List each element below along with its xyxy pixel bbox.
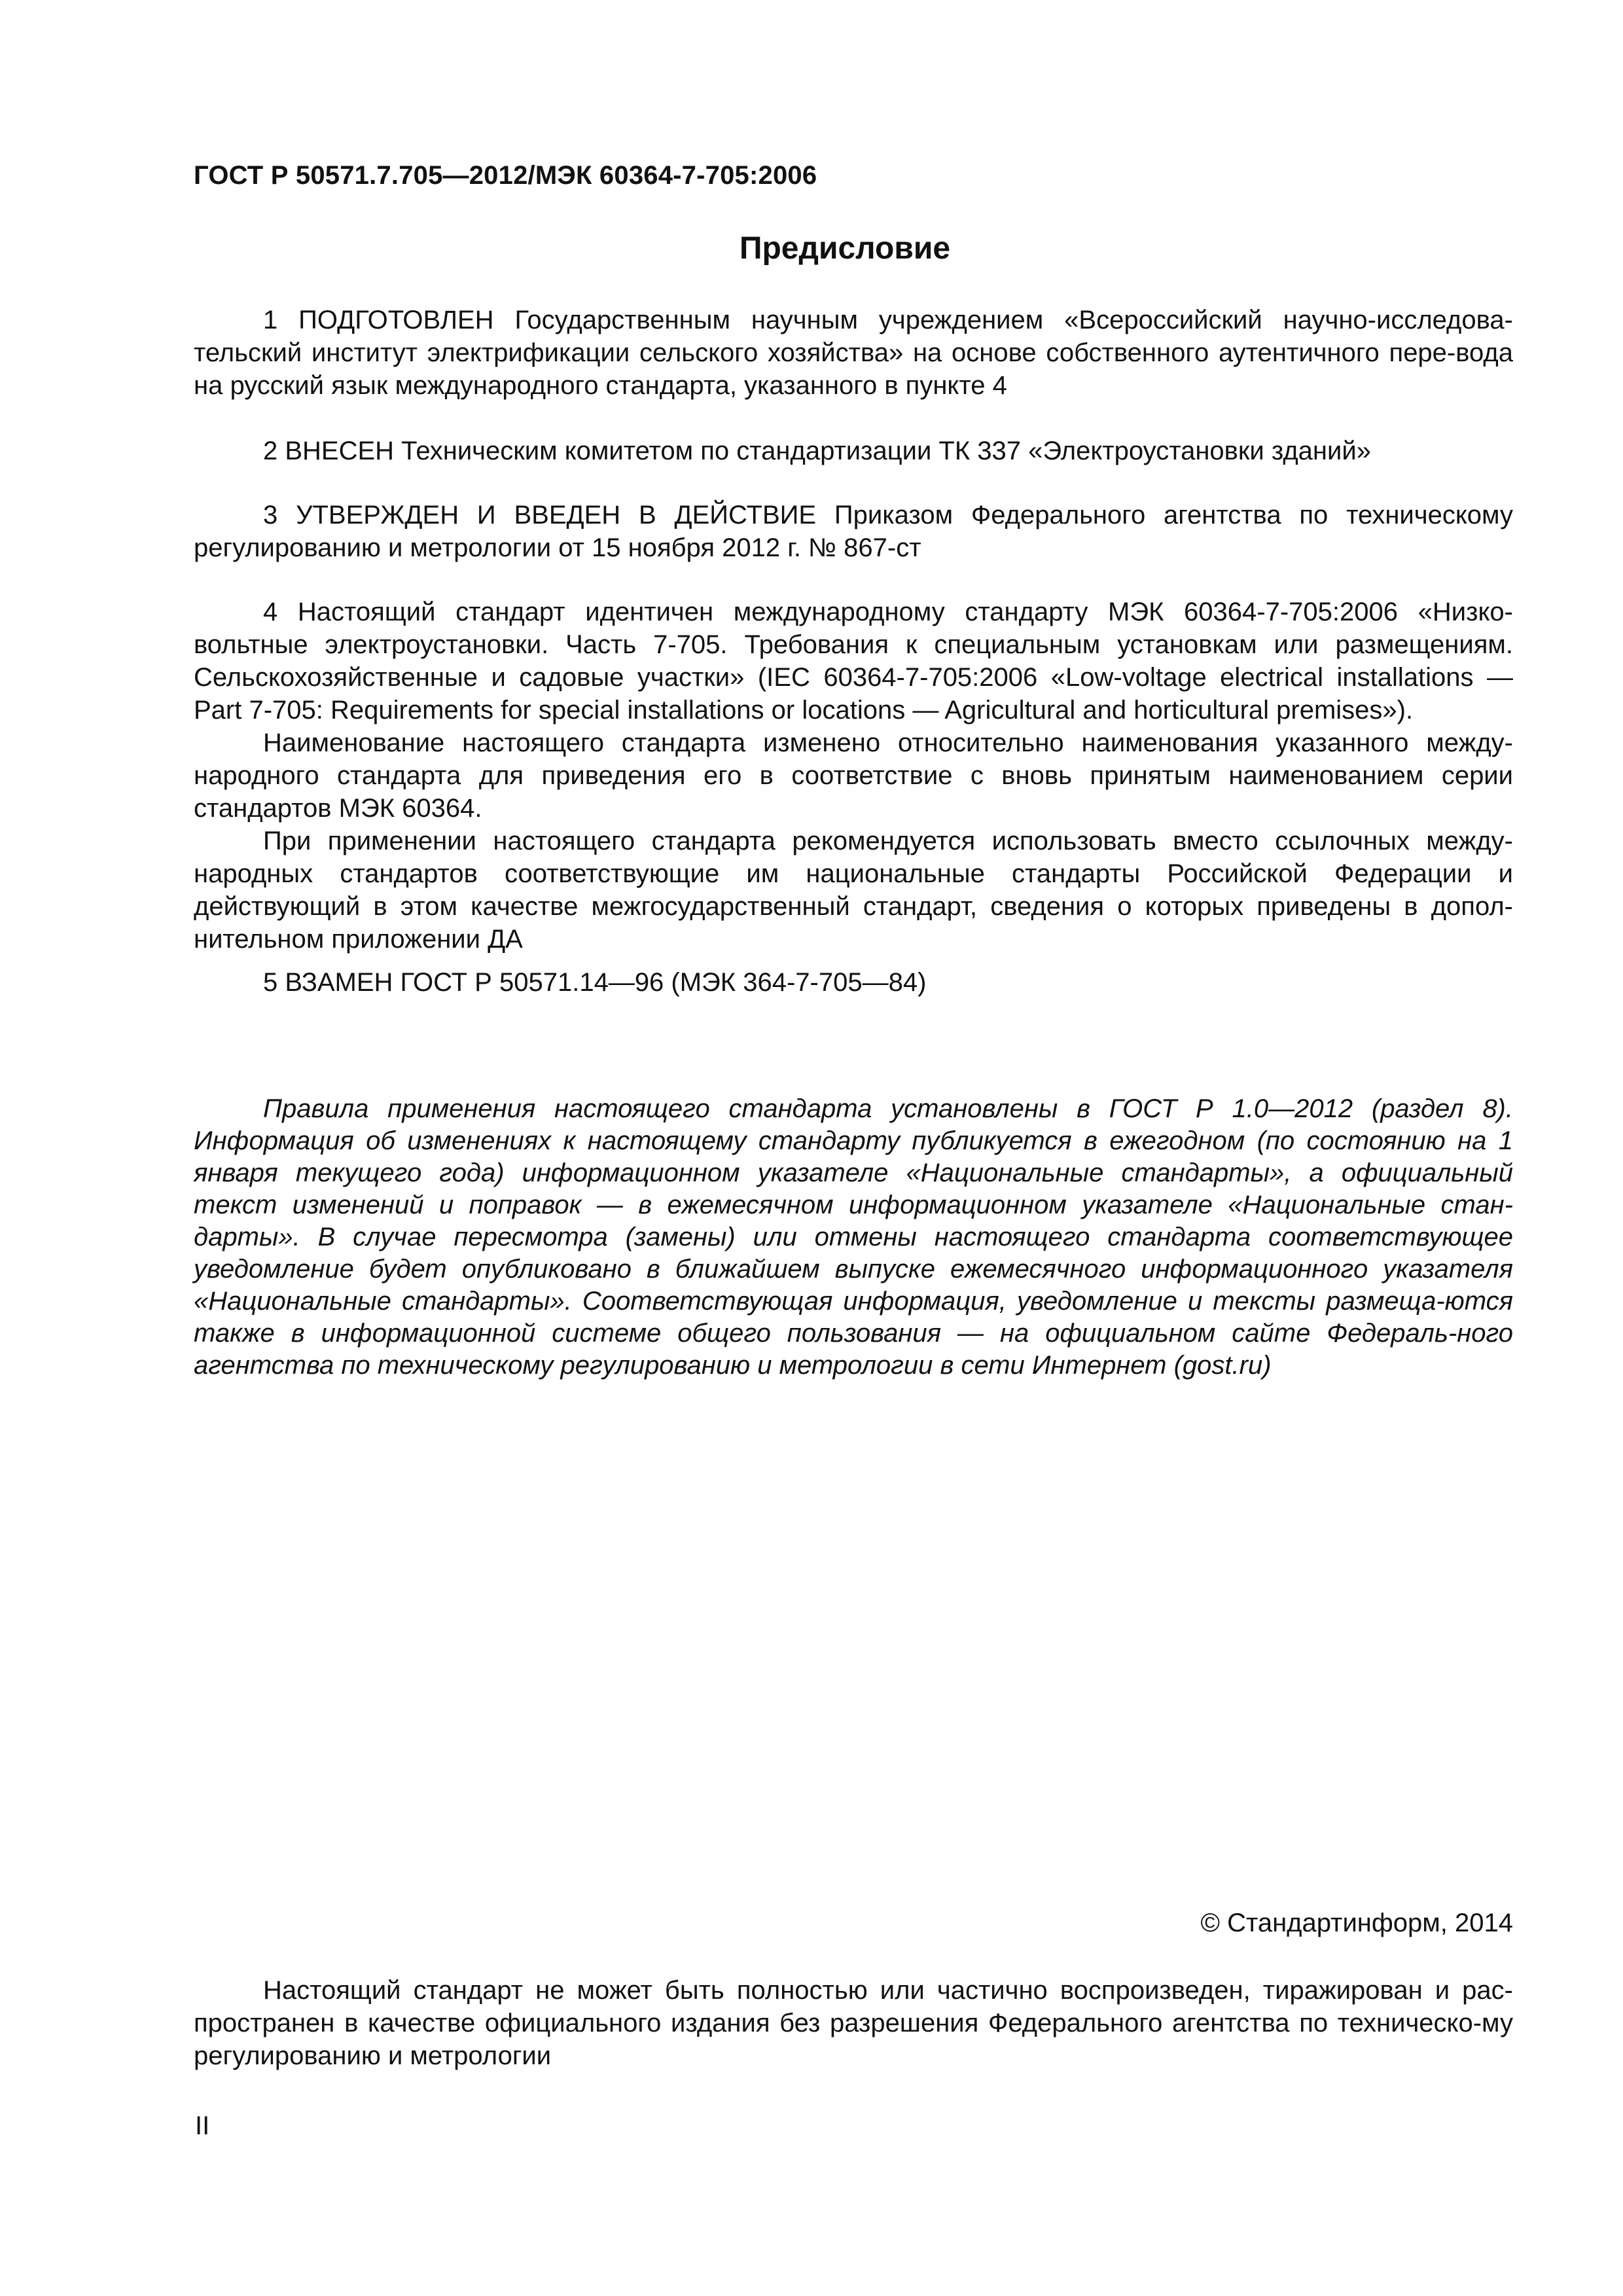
standard-code-header: ГОСТ Р 50571.7.705—2012/МЭК 60364-7-705:2006 [194,161,817,190]
reproduction-notice [194,1974,1513,2072]
foreword-item-4-paragraph-1: 4 Настоящий стандарт идентичен международному стандарту МЭК 60364-7-705:2006 «Низко-вольтные электроустановки. Часть 7-705. Требования к специальным установкам или размещениям. Сельскохозяйственные и садовые участки» (IEC 60364-7-705:2006 «Low-voltage electrical installations — Part 7-705: Requirements for special installations or locations — Agricultural and horticultural premises»). [194,598,1513,725]
foreword-item-4-paragraph-2: Наименование настоящего стандарта изменено относительно наименования указанного между-народного стандарта для приведения его в соответствие с вновь принятым наименованием серии стандартов МЭК 60364. [194,728,1513,823]
reproduction-notice-text: Настоящий стандарт не может быть полностью или частично воспроизведен, тиражирован и рас-пространен в качестве официального издания без разрешения Федерального агентства по техническо-му регулированию и метрологии [194,1976,1513,2070]
foreword-item-1 [194,304,1513,402]
foreword-item-2-text: 2 ВНЕСЕН Техническим комитетом по стандартизации ТК 337 «Электроустановки зданий» [263,437,1371,465]
page-title: Предисловие [739,231,951,266]
page-number: II [195,2111,210,2140]
foreword-item-4-paragraph-3: При применении настоящего стандарта рекомендуется использовать вместо ссылочных между-народных стандартов соответствующие им национальные стандарты Российской Федерации и действующий в этом качестве межгосударственный стандарт, сведения о которых приведены в допол-нительном приложении ДА [194,827,1513,954]
foreword-item-4 [194,596,1513,956]
foreword-item-5-text: 5 ВЗАМЕН ГОСТ Р 50571.14—96 (МЭК 364-7-705—84) [263,968,927,997]
foreword-item-5 [194,966,1513,999]
application-rules-text: Правила применения настоящего стандарта установлены в ГОСТ Р 1.0—2012 (раздел 8). Информация об изменениях к настоящему стандарту публикуется в ежегодном (по состоянию на 1 января текущего года) информационном указателе «Национальные стандарты», а официальный текст изменений и поправок — в ежемесячном информационном указателе «Национальные стан-дарты». В случае пересмотра (замены) или отмены настоящего стандарта соответствующее уведомление будет опубликовано в ближайшем выпуске ежемесячного информационного указателя «Национальные стандарты». Соответствующая информация, уведомление и тексты размеща-ются также в информационной системе общего пользования — на официальном сайте Федераль-ного агентства по техническому регулированию и метрологии в сети Интернет (gost.ru) [194,1094,1513,1380]
foreword-item-3-text: 3 УТВЕРЖДЕН И ВВЕДЕН В ДЕЙСТВИЕ Приказом Федерального агентства по техническому регулированию и метрологии от 15 ноября 2012 г. № 867-ст [194,501,1513,562]
foreword-item-3 [194,499,1513,564]
application-rules-note [194,1093,1513,1382]
foreword-item-1-text: 1 ПОДГОТОВЛЕН Государственным научным учреждением «Всероссийский научно-исследова-тельский институт электрификации сельского хозяйства» на основе собственного аутентичного пере-вода на русский язык международного стандарта, указанного в пункте 4 [194,306,1513,400]
foreword-item-2 [194,435,1513,467]
copyright-notice: © Стандартинформ, 2014 [1200,1909,1513,1937]
